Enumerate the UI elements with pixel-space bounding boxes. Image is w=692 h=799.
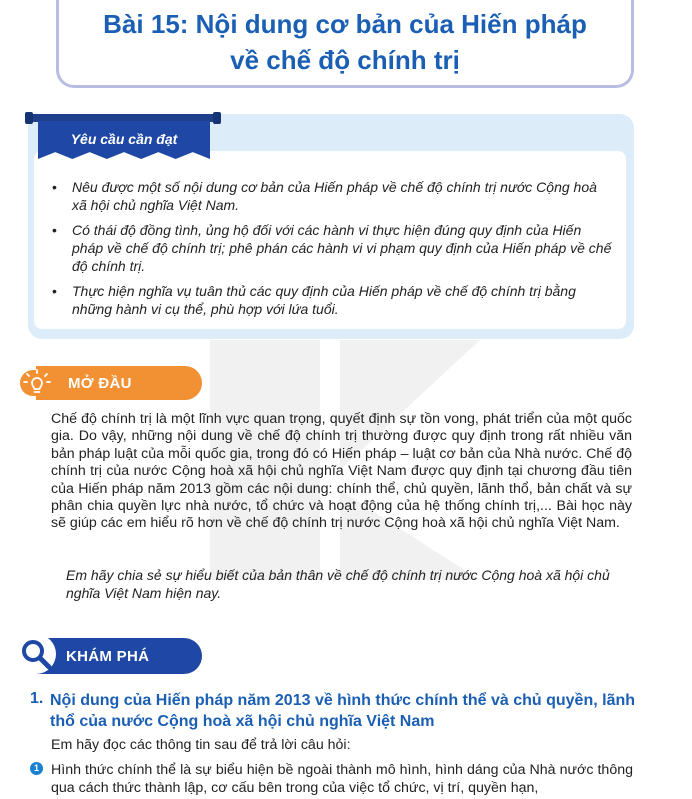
requirement-item: • Thực hiện nghĩa vụ tuân thủ các quy định của Hiến pháp về chế độ chính trị bằng những hành vi cụ thể, phù hợp với lứa tuổi. xyxy=(50,282,614,318)
requirement-item: • Có thái độ đồng tình, ủng hộ đối với các hành vi thực hiện đúng quy định của Hiến pháp về chế độ chính trị; phê phán các hành vi vi phạm quy định của Hiến pháp về chế độ chính trị. xyxy=(50,221,614,275)
search-icon xyxy=(18,636,54,672)
lesson-title-box xyxy=(56,0,634,88)
kham-pha-label: KHÁM PHÁ xyxy=(66,648,150,665)
section-instruction: Em hãy đọc các thông tin sau để trả lời câu hỏi: xyxy=(51,737,351,753)
mo-dau-label: MỞ ĐẦU xyxy=(68,375,132,392)
banner-rod-end-left xyxy=(25,112,33,124)
banner-rod-end-right xyxy=(213,112,221,124)
section-number: 1. xyxy=(30,690,44,707)
lesson-title-line-2: về chế độ chính trị xyxy=(230,45,460,75)
requirements-list xyxy=(50,178,614,325)
mo-dau-question: Em hãy chia sẻ sự hiểu biết của bản thân về chế độ chính trị nước Cộng hoà xã hội chủ nghĩa Việt Nam hiện nay. xyxy=(66,567,610,601)
banner-rod xyxy=(29,114,217,122)
info-text-1: Hình thức chính thể là sự biểu hiện bề ngoài thành mô hình, hình dáng của Nhà nước thông qua cách thức thành lập, cơ cấu bên trong của việc tổ chức, vị trí, quyền hạn, xyxy=(51,762,633,796)
mo-dau-paragraph: Chế độ chính trị là một lĩnh vực quan trọng, quyết định sự tồn vong, phát triển của một quốc gia. Do vậy, những nội dung về chế độ chính trị thường được quy định trong rất nhiều văn bản pháp luật của mỗi quốc gia, trong đó có Hiến pháp – luật cơ bản của Nhà nước. Chế độ chính trị của nước Cộng hoà xã hội chủ nghĩa Việt Nam được quy định tại chương đầu tiên của Hiến pháp năm 2013 gồm các nội dung: chính thể, chủ quyền, lãnh thổ, bản chất và sự phân chia quyền lực nhà nước, tổ chức và hoạt động của hệ thống chính trị,... Bài học này sẽ giúp các em hiểu rõ hơn về chế độ chính trị nước Cộng hoà xã hội chủ nghĩa Việt Nam. xyxy=(51,411,632,532)
lesson-title-line-1: Bài 15: Nội dung cơ bản của Hiến pháp xyxy=(103,9,587,39)
requirement-item: • Nêu được một số nội dung cơ bản của Hiến pháp về chế độ chính trị nước Cộng hoà xã hội chủ nghĩa Việt Nam. xyxy=(50,178,614,214)
section-heading: Nội dung của Hiến pháp năm 2013 về hình thức chính thể và chủ quyền, lãnh thổ của nước Cộng hoà xã hội chủ nghĩa Việt Nam xyxy=(50,692,636,730)
info-marker-1: 1 xyxy=(30,762,43,775)
lightbulb-icon xyxy=(22,368,52,398)
requirements-banner-label: Yêu cầu cần đạt xyxy=(70,131,178,147)
